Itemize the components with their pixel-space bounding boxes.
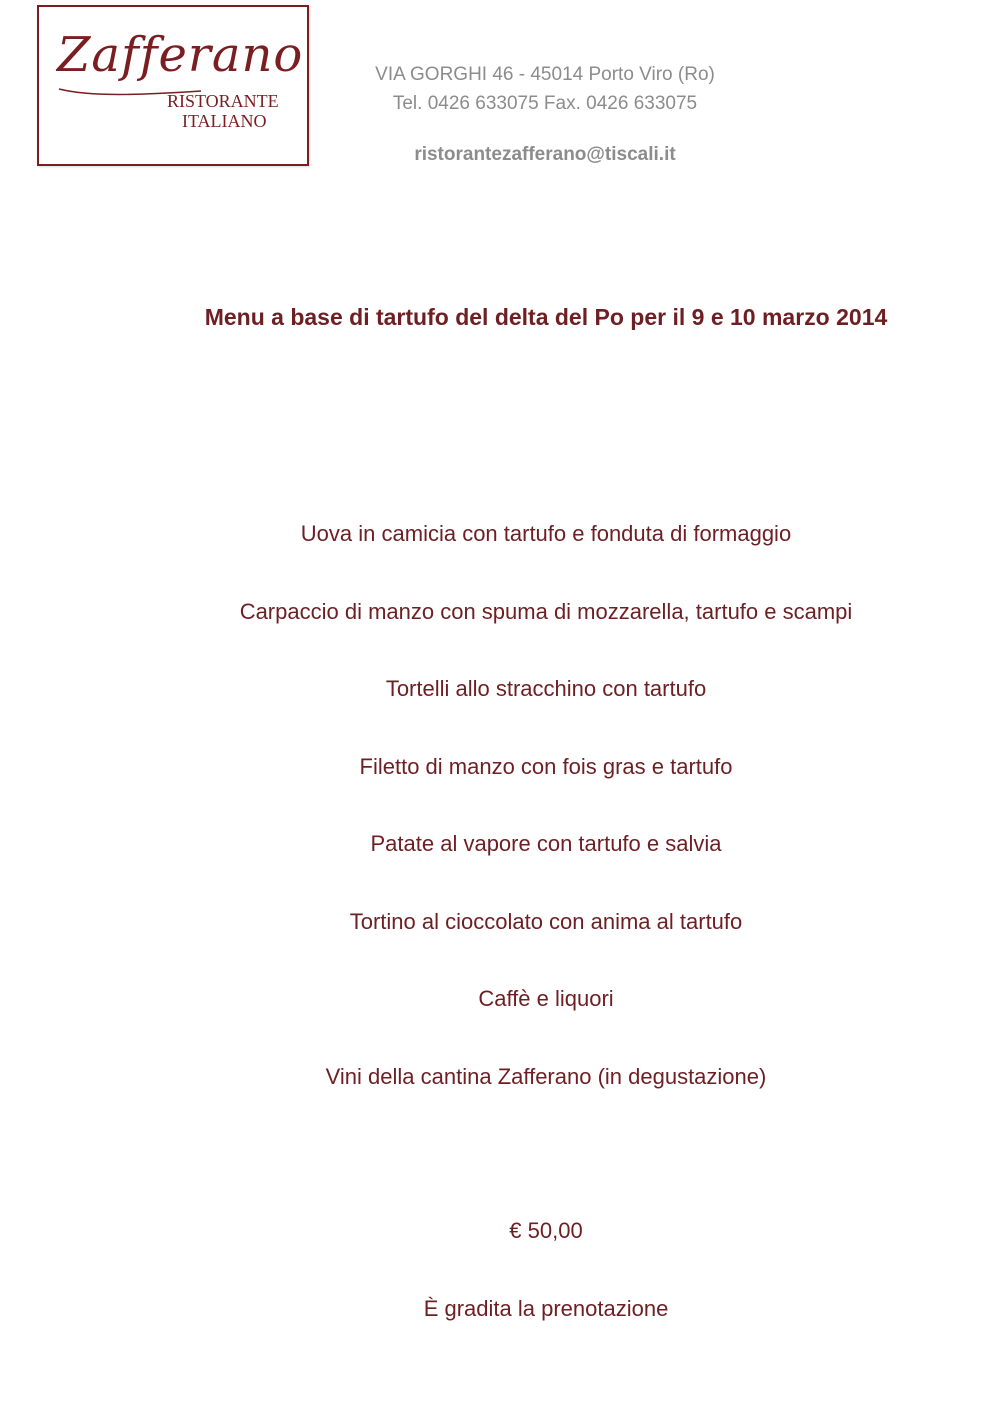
menu-item: Patate al vapore con tartufo e salvia: [370, 831, 722, 856]
menu-price: € 50,00: [509, 1218, 583, 1243]
address-text: VIA GORGHI 46 - 45014 Porto Viro (Ro): [375, 64, 715, 85]
menu-item: Carpaccio di manzo con spuma di mozzarella, tartufo e scampi: [239, 598, 853, 624]
menu-item: Uova in camicia con tartufo e fonduta di formaggio: [300, 521, 792, 546]
menu-item: Caffè e liquori: [478, 986, 614, 1011]
menu-item: Filetto di manzo con fois gras e tartufo: [359, 753, 733, 779]
phone-fax-text: Tel. 0426 633075 Fax. 0426 633075: [392, 93, 698, 114]
restaurant-logo: [37, 5, 309, 166]
menu-list: [96, 519, 996, 1139]
menu-item: Tortino al cioccolato con anima al tartufo: [349, 908, 743, 934]
email-link[interactable]: ristorantezafferano@tiscali.it: [414, 144, 676, 165]
menu-item: Tortelli allo stracchino con tartufo: [385, 676, 707, 701]
logo-italiano-text: ITALIANO: [182, 111, 267, 131]
logo-ristorante-text: RISTORANTE: [167, 91, 279, 111]
menu-title: Menu a base di tartufo del delta del Po per il 9 e 10 marzo 2014: [204, 304, 888, 330]
reservation-note: È gradita la prenotazione: [423, 1296, 669, 1321]
logo-script-text: Zafferano: [57, 27, 304, 83]
contact-block: [330, 60, 760, 169]
menu-item: Vini della cantina Zafferano (in degustazione): [325, 1063, 767, 1089]
